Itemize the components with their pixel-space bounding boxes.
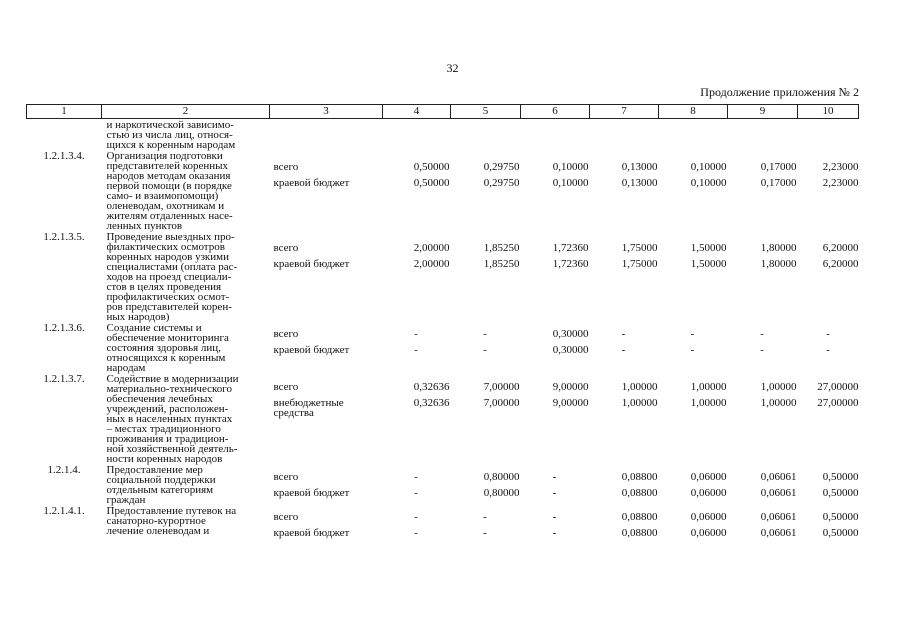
value: 0,08800 — [621, 511, 658, 523]
row-funding-source — [270, 464, 383, 505]
value-cell-col-8 — [659, 119, 728, 151]
row-code: 1.2.1.3.4. — [43, 150, 85, 162]
table-row — [27, 231, 859, 322]
value: - — [414, 328, 418, 340]
value-cell-col-5 — [451, 505, 521, 541]
value-cell-col-4 — [383, 150, 451, 231]
row-funding-source — [270, 150, 383, 231]
appendix-table — [26, 104, 859, 541]
value: 0,50000 — [413, 177, 450, 189]
value: - — [760, 328, 764, 340]
col-header-4: 4 — [383, 105, 451, 119]
value-cell-col-6 — [521, 119, 590, 151]
value: 0,29750 — [483, 161, 520, 173]
value-cell-col-7 — [590, 505, 659, 541]
value: 0,10000 — [690, 161, 727, 173]
value: - — [690, 344, 695, 356]
value-cell-col-6 — [521, 505, 590, 541]
col-header-5: 5 — [451, 105, 521, 119]
row-title-line: народов методам оказания — [106, 170, 231, 182]
value-cell-col-8 — [659, 464, 728, 505]
row-title-line: само- и взаимопомощи) — [106, 190, 219, 202]
value: 1,72360 — [552, 258, 589, 270]
value: 0,10000 — [552, 177, 589, 189]
value: 1,85250 — [483, 258, 520, 270]
value: - — [483, 527, 487, 539]
table-row — [27, 322, 859, 373]
value: 1,85250 — [483, 242, 520, 254]
row-title-line: ных в населенных пунктах — [106, 413, 233, 425]
value: 0,08800 — [621, 471, 658, 483]
value-cell-col-9 — [728, 373, 798, 464]
row-funding-source — [270, 231, 383, 322]
value: 0,50000 — [822, 487, 859, 499]
value: 0,08800 — [621, 487, 658, 499]
value-cell-col-7 — [590, 150, 659, 231]
row-title-line: Организация подготовки — [106, 150, 223, 162]
row-title — [102, 119, 270, 151]
value-cell-col-6 — [521, 322, 590, 373]
funding-source-label: краевой бюджет — [273, 344, 350, 356]
row-funding-source — [270, 373, 383, 464]
value: 1,75000 — [621, 242, 658, 254]
col-header-7: 7 — [590, 105, 659, 119]
value: 1,00000 — [690, 381, 727, 393]
value: 27,00000 — [817, 397, 859, 409]
value: 1,00000 — [690, 397, 727, 409]
value: 0,30000 — [552, 328, 589, 340]
row-title-line: обеспечения лечебных — [106, 393, 213, 405]
value: - — [483, 344, 487, 356]
table-row — [27, 505, 859, 541]
value-cell-col-6 — [521, 373, 590, 464]
value-cell-col-8 — [659, 373, 728, 464]
col-header-1: 1 — [27, 105, 102, 119]
row-title-line: представителей коренных — [106, 160, 229, 172]
value-cell-col-10 — [798, 505, 859, 541]
row-code — [27, 119, 102, 151]
value: 1,50000 — [690, 242, 727, 254]
value: 1,80000 — [760, 258, 797, 270]
value-cell-col-9 — [728, 231, 798, 322]
value-cell-col-10 — [798, 231, 859, 322]
value-cell-col-8 — [659, 322, 728, 373]
value: 7,00000 — [483, 397, 520, 409]
row-title-line: ных народов) — [106, 311, 170, 323]
value: 9,00000 — [552, 381, 589, 393]
value: - — [552, 487, 557, 499]
value-cell-col-10 — [798, 373, 859, 464]
value: 0,30000 — [552, 344, 589, 356]
row-code: 1.2.1.3.5. — [43, 231, 85, 243]
value: - — [760, 344, 764, 356]
row-title-line: жителям отдаленных насе- — [106, 210, 233, 222]
value-cell-col-8 — [659, 150, 728, 231]
row-title-line: Проведение выездных про- — [106, 231, 235, 243]
value: 2,00000 — [413, 242, 450, 254]
row-code: 1.2.1.3.6. — [43, 322, 85, 334]
value: 27,00000 — [817, 381, 859, 393]
value: 1,50000 — [690, 258, 727, 270]
value: 0,32636 — [413, 397, 450, 409]
row-title-line: ходов на проезд специали- — [106, 271, 232, 283]
row-title — [102, 231, 270, 322]
row-title-line: Предоставление мер — [106, 464, 203, 476]
col-header-3: 3 — [270, 105, 383, 119]
row-title-line: ленных пунктов — [106, 220, 183, 232]
value-cell-col-6 — [521, 231, 590, 322]
value: - — [414, 344, 418, 356]
value-cell-col-8 — [659, 505, 728, 541]
value: 0,32636 — [413, 381, 450, 393]
value: 1,00000 — [760, 381, 797, 393]
value: - — [414, 511, 418, 523]
value-cell-col-5 — [451, 464, 521, 505]
row-title-line: ной хозяйственной деятель- — [106, 443, 238, 455]
value-cell-col-9 — [728, 322, 798, 373]
value-cell-col-7 — [590, 231, 659, 322]
table-row — [27, 464, 859, 505]
value: 0,10000 — [690, 177, 727, 189]
value: 0,50000 — [822, 527, 859, 539]
value-cell-col-7 — [590, 373, 659, 464]
value-cell-col-10 — [798, 150, 859, 231]
value: - — [552, 511, 557, 523]
value: 0,06000 — [690, 471, 727, 483]
value: 0,06000 — [690, 527, 727, 539]
value: 2,23000 — [822, 161, 859, 173]
value: 0,06061 — [760, 511, 797, 523]
value: 2,00000 — [413, 258, 450, 270]
value: 1,00000 — [621, 397, 658, 409]
row-title — [102, 464, 270, 505]
value-cell-col-9 — [728, 150, 798, 231]
value-cell-col-5 — [451, 373, 521, 464]
row-title-line: филактических осмотров — [106, 241, 225, 253]
table-row — [27, 373, 859, 464]
value: - — [621, 328, 626, 340]
row-title-line: щихся к коренным народам — [106, 139, 236, 151]
row-funding-source — [270, 505, 383, 541]
table-row — [27, 150, 859, 231]
value-cell-col-9 — [728, 505, 798, 541]
value-cell-col-5 — [451, 322, 521, 373]
row-title — [102, 505, 270, 541]
row-title-line: оленеводам, охотникам и — [106, 200, 225, 212]
row-title-line: – местах традиционного — [106, 423, 221, 435]
value: - — [552, 471, 557, 483]
col-header-8: 8 — [659, 105, 728, 119]
value-cell-col-9 — [728, 119, 798, 151]
row-title — [102, 322, 270, 373]
value: - — [826, 344, 830, 356]
value: - — [826, 328, 830, 340]
value: 9,00000 — [552, 397, 589, 409]
funding-source-label: краевой бюджет — [273, 258, 350, 270]
value: 0,13000 — [621, 177, 658, 189]
value: - — [414, 487, 418, 499]
value-cell-col-10 — [798, 119, 859, 151]
value: 0,50000 — [822, 471, 859, 483]
value-cell-col-10 — [798, 322, 859, 373]
value: 1,00000 — [621, 381, 658, 393]
value: - — [690, 328, 695, 340]
value: 6,20000 — [822, 242, 859, 254]
value: 1,00000 — [760, 397, 797, 409]
value: 0,13000 — [621, 161, 658, 173]
row-title — [102, 373, 270, 464]
row-title-line: профилактических осмот- — [106, 291, 230, 303]
row-title-line: ности коренных народов — [106, 453, 223, 465]
row-title-line: ров представителей корен- — [106, 301, 232, 313]
value-cell-col-10 — [798, 464, 859, 505]
page-number: 32 — [446, 61, 459, 75]
row-title-line: учреждений, расположен- — [106, 403, 229, 415]
row-code: 1.2.1.4.1. — [43, 505, 85, 517]
value: 1,80000 — [760, 242, 797, 254]
table-body — [27, 119, 859, 542]
funding-source-label: всего — [273, 161, 299, 173]
row-title-line: народам — [106, 362, 146, 374]
appendix-caption: Продолжение приложения № 2 — [700, 85, 859, 99]
funding-source-label: всего — [273, 328, 299, 340]
row-title-line: отдельным категориям — [106, 484, 214, 496]
funding-source-label: всего — [273, 511, 299, 523]
row-title-line: обеспечение мониторинга — [106, 332, 229, 344]
funding-source-label: краевой бюджет — [273, 487, 350, 499]
value: 0,06061 — [760, 527, 797, 539]
funding-source-label: всего — [273, 381, 299, 393]
row-title-line: стью из числа лиц, относя- — [106, 129, 233, 141]
row-title-line: коренных народов узкими — [106, 251, 229, 263]
value-cell-col-4 — [383, 322, 451, 373]
value-cell-col-7 — [590, 119, 659, 151]
row-title — [102, 150, 270, 231]
value-cell-col-4 — [383, 231, 451, 322]
value: 0,50000 — [822, 511, 859, 523]
value: - — [621, 344, 626, 356]
col-header-10: 10 — [798, 105, 859, 119]
row-funding-source — [270, 119, 383, 151]
value: 0,80000 — [483, 487, 520, 499]
row-title-line: Содействие в модернизации — [106, 373, 239, 385]
col-header-9: 9 — [728, 105, 798, 119]
table-header-row — [27, 105, 859, 119]
row-title-line: Предоставление путевок на — [106, 505, 237, 517]
row-title-line: Создание системы и — [106, 322, 202, 334]
value: 0,06061 — [760, 471, 797, 483]
value: 2,23000 — [822, 177, 859, 189]
value: - — [414, 471, 418, 483]
row-title-line: относящихся к коренным — [106, 352, 226, 364]
value-cell-col-7 — [590, 464, 659, 505]
value: 1,75000 — [621, 258, 658, 270]
row-title-line: граждан — [106, 494, 146, 506]
value-cell-col-4 — [383, 464, 451, 505]
value: 7,00000 — [483, 381, 520, 393]
funding-source-label: краевой бюджет — [273, 527, 350, 539]
value: - — [414, 527, 418, 539]
row-funding-source — [270, 322, 383, 373]
value: - — [552, 527, 557, 539]
row-title-line: лечение оленеводам и — [106, 525, 210, 537]
value-cell-col-5 — [451, 150, 521, 231]
value: 6,20000 — [822, 258, 859, 270]
value: - — [483, 511, 487, 523]
value: 0,06000 — [690, 487, 727, 499]
value: 0,06061 — [760, 487, 797, 499]
value-cell-col-4 — [383, 119, 451, 151]
table-row — [27, 119, 859, 151]
value: 0,50000 — [413, 161, 450, 173]
value: - — [483, 328, 487, 340]
row-code: 1.2.1.4. — [47, 464, 81, 476]
value-cell-col-7 — [590, 322, 659, 373]
value: 0,17000 — [760, 177, 797, 189]
value: 1,72360 — [552, 242, 589, 254]
row-title-line: социальной поддержки — [106, 474, 216, 486]
row-title-line: санаторно-курортное — [106, 515, 206, 527]
row-title-line: первой помощи (в порядке — [106, 180, 232, 192]
value-cell-col-5 — [451, 231, 521, 322]
value-cell-col-6 — [521, 150, 590, 231]
value: 0,08800 — [621, 527, 658, 539]
value: 0,10000 — [552, 161, 589, 173]
value-cell-col-4 — [383, 373, 451, 464]
row-title-line: специалистами (оплата рас- — [106, 261, 238, 273]
funding-source-label: всего — [273, 242, 299, 254]
funding-source-label: внебюджетные средства — [273, 397, 344, 419]
row-title-line: состояния здоровья лиц, — [106, 342, 221, 354]
row-title-line: и наркотической зависимо- — [106, 119, 234, 131]
col-header-2: 2 — [102, 105, 270, 119]
value-cell-col-4 — [383, 505, 451, 541]
funding-source-label: всего — [273, 471, 299, 483]
row-title-line: проживания и традицион- — [106, 433, 229, 445]
row-title-line: стов в целях проведения — [106, 281, 222, 293]
value: 0,29750 — [483, 177, 520, 189]
value: 0,80000 — [483, 471, 520, 483]
value-cell-col-5 — [451, 119, 521, 151]
row-title-line: материально-технического — [106, 383, 233, 395]
value: 0,17000 — [760, 161, 797, 173]
funding-source-label: краевой бюджет — [273, 177, 350, 189]
value-cell-col-6 — [521, 464, 590, 505]
value: 0,06000 — [690, 511, 727, 523]
row-code: 1.2.1.3.7. — [43, 373, 85, 385]
value-cell-col-9 — [728, 464, 798, 505]
value-cell-col-8 — [659, 231, 728, 322]
col-header-6: 6 — [521, 105, 590, 119]
